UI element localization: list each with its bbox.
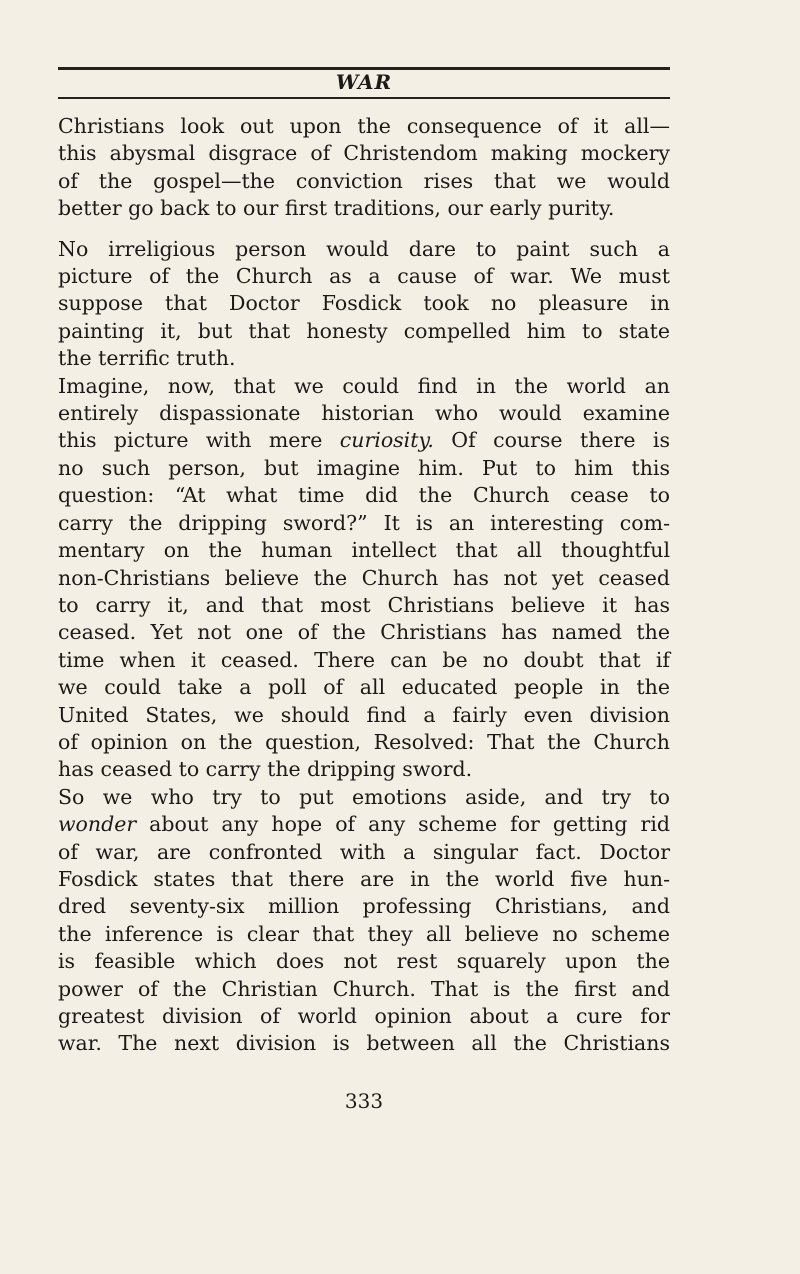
text-line: mentary on the human intellect that all thoughtful xyxy=(58,538,670,563)
text-line: greatest division of world opinion about a cure for xyxy=(58,1004,670,1028)
text-line: of war, are confronted with a singular fact. Doctor xyxy=(58,839,670,864)
text-run: about any hope of any scheme for getting rid xyxy=(136,812,670,837)
text-line: this abysmal disgrace of Christendom making mockery xyxy=(58,141,670,166)
text-line: war. The next division is between all the Christians xyxy=(58,1031,670,1056)
text-line: picture of the Church as a cause of war. We must xyxy=(58,264,670,289)
page-number: 333 xyxy=(344,1089,384,1113)
text-line: United States, we should find a fairly even division xyxy=(58,702,670,727)
text-line: no such person, but imagine him. Put to him this xyxy=(58,455,670,480)
text-line: dred seventy-six million professing Christians, and xyxy=(58,894,670,919)
body-text xyxy=(58,113,670,1058)
text-line: to carry it, and that most Christians believe it has xyxy=(58,592,670,617)
text-line: we could take a poll of all educated people in the xyxy=(58,675,670,700)
text-line xyxy=(58,811,670,838)
text-line: carry the dripping sword?” It is an interesting com- xyxy=(58,510,670,535)
text-line: painting it, but that honesty compelled him to state xyxy=(58,318,670,343)
text-line: of the gospel—the conviction rises that we would xyxy=(58,168,670,193)
text-line: has ceased to carry the dripping sword. xyxy=(58,757,473,782)
text-line: of opinion on the question, Resolved: That the Church xyxy=(58,729,670,754)
text-line: suppose that Doctor Fosdick took no pleasure in xyxy=(58,291,670,316)
text-line: the terrific truth. xyxy=(58,346,236,371)
text-line: the inference is clear that they all believe no scheme xyxy=(58,921,670,946)
header-rule-bottom xyxy=(58,97,670,99)
text-line: Fosdick states that there are in the world five hun- xyxy=(58,866,670,891)
text-line: entirely dispassionate historian who would examine xyxy=(58,401,670,426)
text-run: Of course there is xyxy=(433,428,670,453)
text-line: Christians look out upon the consequence of it all— xyxy=(58,114,670,138)
text-line: Imagine, now, that we could find in the world an xyxy=(58,373,670,398)
text-line: better go back to our first traditions, our early purity. xyxy=(58,196,615,221)
text-run: this picture with mere xyxy=(58,428,340,453)
emphasis-text: curiosity. xyxy=(339,428,434,453)
text-line: question: “At what time did the Church cease to xyxy=(58,483,670,508)
text-line xyxy=(58,427,670,454)
text-line: ceased. Yet not one of the Christians has named the xyxy=(58,620,670,645)
running-head: WAR xyxy=(335,70,393,94)
text-line: No irreligious person would dare to paint such a xyxy=(58,236,670,261)
text-line: time when it ceased. There can be no doubt that if xyxy=(58,647,670,672)
text-line: is feasible which does not rest squarely upon the xyxy=(58,949,670,974)
text-line: So we who try to put emotions aside, and try to xyxy=(58,784,670,809)
text-line: power of the Christian Church. That is the first and xyxy=(58,976,670,1001)
emphasis-text: wonder xyxy=(58,812,137,837)
text-line: non-Christians believe the Church has not yet ceased xyxy=(58,565,670,590)
